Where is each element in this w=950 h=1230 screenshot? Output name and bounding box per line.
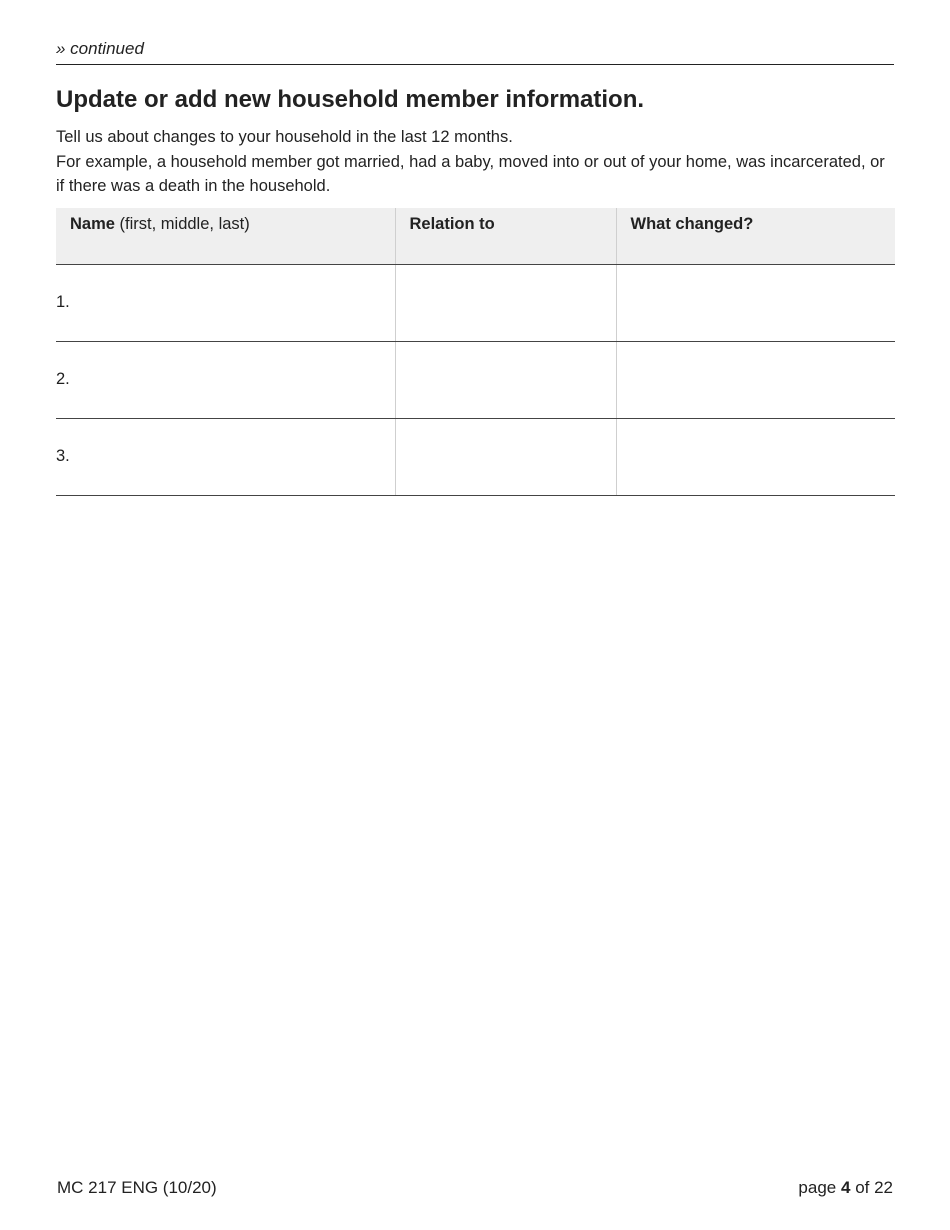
continued-label: » continued xyxy=(56,39,144,58)
row-number: 3. xyxy=(56,447,70,465)
header-name xyxy=(56,208,395,264)
name-field-1[interactable] xyxy=(56,264,395,341)
header-relation-label: Relation to xyxy=(409,215,495,233)
changed-field-1[interactable] xyxy=(616,264,895,341)
household-members-table xyxy=(56,208,895,496)
page-total: of 22 xyxy=(855,1178,893,1197)
header-name-hint: (first, middle, last) xyxy=(119,215,250,233)
page-current: 4 xyxy=(840,1178,851,1197)
relation-field-1[interactable] xyxy=(395,264,616,341)
name-field-3[interactable] xyxy=(56,418,395,495)
section-title: Update or add new household member information. xyxy=(56,86,645,113)
header-name-label: Name xyxy=(70,215,115,233)
intro-line-1: Tell us about changes to your household in the last 12 months. xyxy=(56,128,513,146)
header-changed-label: What changed? xyxy=(630,215,754,233)
page-number xyxy=(798,1178,893,1198)
intro-line-2: For example, a household member got married, had a baby, moved into or out of your home, was incarcerated, or if there was a death in the household. xyxy=(56,152,885,195)
relation-field-2[interactable] xyxy=(395,341,616,418)
section-intro xyxy=(56,125,896,199)
table-row xyxy=(56,264,895,341)
table-row xyxy=(56,341,895,418)
row-number: 2. xyxy=(56,370,70,388)
form-id: MC 217 ENG (10/20) xyxy=(57,1178,217,1197)
changed-field-3[interactable] xyxy=(616,418,895,495)
relation-field-3[interactable] xyxy=(395,418,616,495)
header-relation xyxy=(395,208,616,264)
table-header-row xyxy=(56,208,895,264)
table-row xyxy=(56,418,895,495)
top-divider xyxy=(56,64,894,65)
row-number: 1. xyxy=(56,293,70,311)
changed-field-2[interactable] xyxy=(616,341,895,418)
header-changed xyxy=(616,208,895,264)
name-field-2[interactable] xyxy=(56,341,395,418)
page-prefix: page xyxy=(798,1178,837,1197)
